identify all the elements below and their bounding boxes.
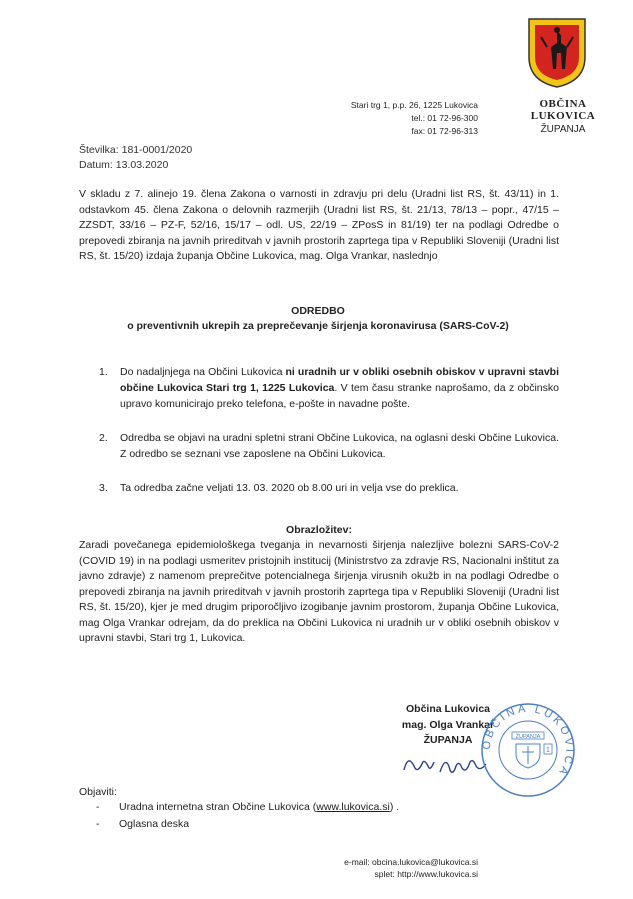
publish-item-post: ) . [389, 801, 400, 813]
order-item [79, 364, 559, 412]
item-text: Ta odredba začne veljati 13. 03. 2020 ob 8.00 uri in velja vse do preklica. [120, 482, 459, 494]
item-text-pre: Do nadaljnjega na Občini Lukovica [120, 366, 286, 378]
intro-paragraph: V skladu z 7. alinejo 19. člena Zakona o varnosti in zdravju pri delu (Uradni list RS, št. 43/11) in 1. odstavkom 45. člena Zakona o delovnih razmerjih (Uradni list RS, št. 21/13, 78/13 – popr., 47/15 – ZZSDT, 33/16 – PZ-F, 52/16, 15/17 – odl. US, 22/19 – ZPosS in 81/19) ter na podlagi Odredbe o prepovedi zbiranja na javnih prireditvah v javnih prostorih zaprtega tipa v Republiki Sloveniji (Uradni list RS, št. 15/20) izdaja županja Občine Lukovica, mag. Olga Vrankar, naslednjo [79, 188, 559, 262]
item-number: 1. [99, 366, 108, 378]
fax: fax: 01 72-96-313 [411, 126, 478, 136]
stamp-number: 1 [546, 747, 550, 754]
publish-item: - Uradna internetna stran Občine Lukovica (www.lukovica.si) . [96, 801, 400, 813]
publish-label: Objaviti: [79, 786, 117, 798]
stamp-text: OBČINA LUKOVICA [480, 702, 576, 780]
signer-role: ŽUPANJA [423, 734, 473, 746]
footer-email: e-mail: obcina.lukovica@lukovica.si [344, 857, 478, 867]
contact-block [300, 99, 478, 138]
title-sub: o preventivnih ukrepih za preprečevanje širjenja koronavirusa (SARS-CoV-2) [127, 320, 509, 332]
publish-item: - Oglasna deska [96, 818, 190, 830]
explanation-title: Obrazložitev: [286, 524, 352, 536]
item-text-post: . V tem času stranke naprošamo, da z občinsko upravo komunicirajo preko telefona, e-pošte in navadne pošte. [120, 382, 559, 410]
title-main: ODREDBO [291, 305, 345, 317]
item-text-bold: ni uradnih ur v obliki osebnih obiskov v upravni stavbi občine Lukovica Stari trg 1, 1225 Lukovica [120, 366, 559, 394]
explanation-text: Zaradi povečanega epidemiološkega tveganja in nevarnosti širjenja nalezljive bolezni SARS-CoV-2 (COVID 19) in na podlagi usmeritev pristojnih institucij (Ministrstvo za zdravje RS, Nacionalni inštitut za javno zdravje) z namenom preprečitve potencialnega širjenja virusnih okužb in na podlagi Odredbe o prepovedi zbiranja na javnih prireditvah v javnih prostorih zaprtega tipa v Republiki Sloveniji (Uradni list RS, št. 15/20), kjer je med drugim priporočljivo izogibanje javnim prostorom, županja Občine Lukovica, mag Olga Vrankar odrejam, da do preklica na Občini Lukovica ni uradnih ur v obliki osebnih obiskov v upravni stavbi, Stari trg 1, Lukovica. [79, 539, 559, 644]
website-link[interactable]: www.lukovica.si [316, 801, 390, 813]
address: Stari trg 1, p.p. 26, 1225 Lukovica [350, 100, 478, 110]
signer-organization: Občina Lukovica [405, 703, 491, 715]
document-title [79, 304, 557, 334]
official-stamp-icon [478, 700, 578, 800]
signer-name: mag. Olga Vrankar [401, 718, 495, 731]
coat-of-arms-icon [527, 17, 587, 89]
document-date: Datum: 13.03.2020 [79, 159, 169, 171]
municipality-name: OBČINA LUKOVICA [530, 98, 596, 122]
publish-item-text: Oglasna deska [119, 818, 190, 830]
telephone: tel.: 01 72-96-300 [411, 113, 478, 123]
publish-list [79, 799, 399, 833]
item-number: 2. [99, 432, 108, 444]
footer-contact [300, 856, 478, 880]
stamp-banner: ŽUPANJA [515, 734, 541, 740]
publish-item-pre: Uradna internetna stran Občine Lukovica ( [119, 801, 317, 813]
footer-web: splet: http://www.lukovica.si [374, 869, 478, 879]
document-meta [79, 143, 192, 173]
order-items [79, 364, 559, 514]
municipality-role: ŽUPANJA [540, 124, 586, 135]
item-number: 3. [99, 482, 108, 494]
order-item [79, 480, 559, 496]
order-item [79, 430, 559, 462]
document-number: Številka: 181-0001/2020 [79, 144, 193, 156]
item-text: Odredba se objavi na uradni spletni strani Občine Lukovica, na oglasni deski Občine Lukovica. Z odredbo se seznani vse zaposlene na Občini Lukovica. [120, 432, 559, 460]
